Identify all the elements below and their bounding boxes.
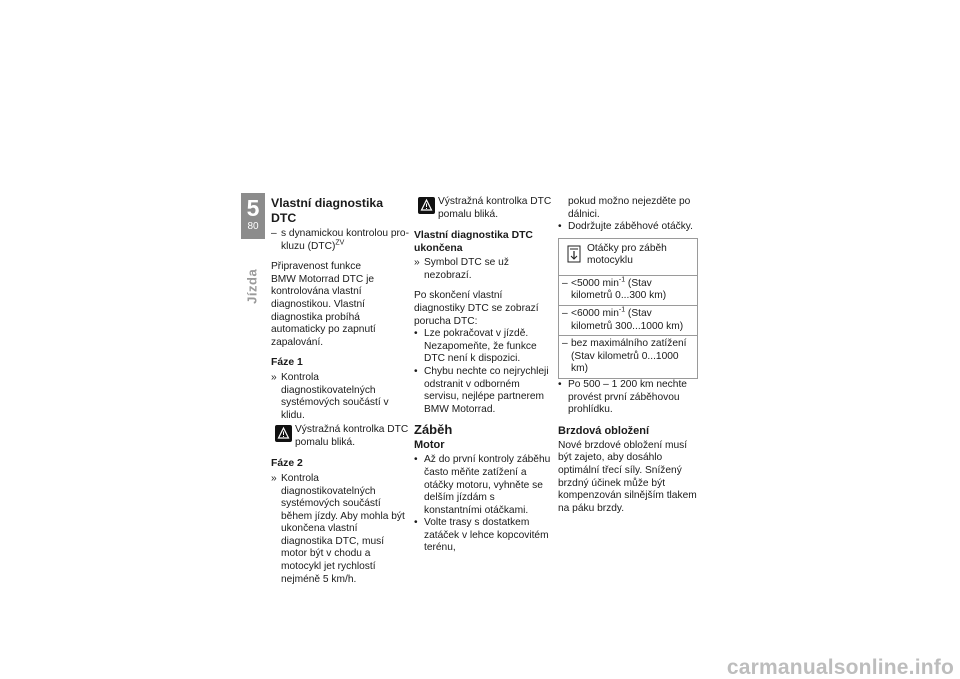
- dtc-note: [414, 196, 552, 222]
- chapter-number: 5: [246, 195, 260, 221]
- box-row-rest: (Stav kilometrů 300...1000 km): [571, 307, 684, 332]
- dash-marker: –: [271, 228, 277, 239]
- phase1-note: [271, 424, 409, 450]
- section-label-vertical: [244, 262, 262, 312]
- bullet-item: [414, 454, 552, 517]
- phase1-heading: Fáze 1: [271, 357, 303, 369]
- option-item: [271, 228, 409, 253]
- box-row-main: bez maximálního zatížení: [571, 338, 687, 350]
- bullet-item: [414, 366, 552, 416]
- engine-heading: Motor: [414, 439, 445, 452]
- selfdiag-end-item: [414, 257, 552, 282]
- column-3: [558, 196, 698, 515]
- box-row-main: <5000 min: [571, 277, 619, 289]
- arrow-marker: »: [271, 472, 277, 484]
- readiness-heading: Připravenost funkce: [271, 261, 362, 273]
- bullet-marker: •: [414, 328, 418, 340]
- dash-marker: –: [562, 338, 568, 350]
- box-row-sup: -1: [618, 276, 626, 284]
- bullet-text: Až do první kontroly záběhu často měňte zatížení a otáčky motoru, vyhněte se delším jízdám s konstantními otáčkami.: [424, 454, 551, 516]
- page-number: 80: [247, 221, 259, 232]
- box-row: [559, 275, 697, 305]
- phase2-heading: Fáze 2: [271, 458, 303, 470]
- option-text: s dynamickou kontrolou prokluzu (DTC): [281, 228, 409, 252]
- box-row: [559, 335, 697, 378]
- box-row-rest: (Stav kilometrů 0...1000 km): [571, 350, 679, 375]
- bullet-text: Po 500 – 1 200 km nechte provést první záběhovou prohlídku.: [568, 378, 687, 416]
- breakin-heading: Záběh: [414, 422, 453, 438]
- phase1-note-text: Výstražná kontrolka DTC pomalu bliká.: [295, 424, 409, 448]
- box-header-text: Otáčky pro záběh motocyklu: [587, 242, 667, 267]
- selfdiag-end-heading: Vlastní diagnostika DTC ukončena: [414, 230, 533, 254]
- selfdiag-end-text: Symbol DTC se už nezobrazí.: [424, 257, 509, 281]
- option-sup: ZV: [335, 239, 345, 247]
- after-text: Po skončení vlastní diagnostiky DTC se zobrazí porucha DTC:: [414, 290, 539, 327]
- watermark: carmanualsonline.info: [726, 656, 954, 679]
- phase1-item: [271, 372, 409, 422]
- continued-text: pokud možno nejezděte po dálnici.: [568, 196, 691, 220]
- dash-marker: –: [562, 277, 568, 289]
- bullet-marker: •: [414, 365, 418, 377]
- bullet-marker: •: [414, 517, 418, 529]
- bullet-text: Lze pokračovat v jízdě. Nezapomeňte, že funkce DTC není k dispozici.: [424, 328, 537, 365]
- dtc-warning-icon: [275, 425, 292, 442]
- bullet-text: Volte trasy s dostatkem zatáček v lehce kopcovitém terénu,: [424, 517, 549, 554]
- bullet-marker: •: [558, 378, 562, 390]
- box-row-rest: (Stav kilometrů 0...300 km): [571, 277, 667, 302]
- box-header: [559, 239, 697, 275]
- breakin-rpm-box: [558, 238, 698, 379]
- bullet-text: Dodržujte záběhové otáčky.: [568, 221, 693, 233]
- phase1-text: Kontrola diagnostikovatelných systémových součástí v klidu.: [281, 371, 389, 421]
- tachometer-icon: [567, 245, 581, 263]
- bullet-item: [558, 221, 698, 234]
- section-label: Jízda: [244, 268, 260, 304]
- arrow-marker: »: [271, 371, 277, 383]
- dtc-warning-icon: [418, 197, 435, 214]
- bullet-item: [558, 379, 698, 417]
- chapter-tab: [241, 193, 265, 239]
- phase2-item: [271, 473, 409, 586]
- brake-pads-heading: Brzdová obložení: [558, 424, 650, 437]
- readiness-text: BMW Motorrad DTC je kontrolována vlastní diagnostikou. Vlastní diagnostika probíhá automaticky po zapnutí zapalování.: [271, 273, 376, 348]
- phase2-text: Kontrola diagnostikovatelných systémových součástí během jízdy. Aby mohla být ukončena vlastní diagnostika DTC, musí motor být v chodu a motocykl jet rychlostí nejméně 5 km/h.: [281, 472, 405, 585]
- bullet-item: [414, 517, 552, 555]
- brake-pads-text: Nové brzdové obložení musí být zajeto, aby dosáhlo optimální třecí síly. Snížený brzdný účinek může být kompenzován silnějším tlakem na páku brzdy.: [558, 439, 697, 514]
- box-row-sup: -1: [618, 306, 626, 314]
- column-2: [414, 196, 552, 555]
- dtc-note-text: Výstražná kontrolka DTC pomalu bliká.: [438, 196, 552, 220]
- box-row: [559, 305, 697, 335]
- bullet-marker: •: [558, 221, 562, 233]
- bullet-item: [414, 328, 552, 366]
- dtc-selfdiag-title: Vlastní diagnostika DTC: [271, 196, 384, 225]
- arrow-marker: »: [414, 257, 420, 269]
- dash-marker: –: [562, 307, 568, 319]
- box-row-main: <6000 min: [571, 307, 619, 319]
- bullet-marker: •: [414, 454, 418, 466]
- bullet-text: Chybu nechte co nejrychleji odstranit v odborném servisu, nejlépe partnerem BMW Motorrad.: [424, 365, 549, 415]
- column-1: [271, 196, 409, 586]
